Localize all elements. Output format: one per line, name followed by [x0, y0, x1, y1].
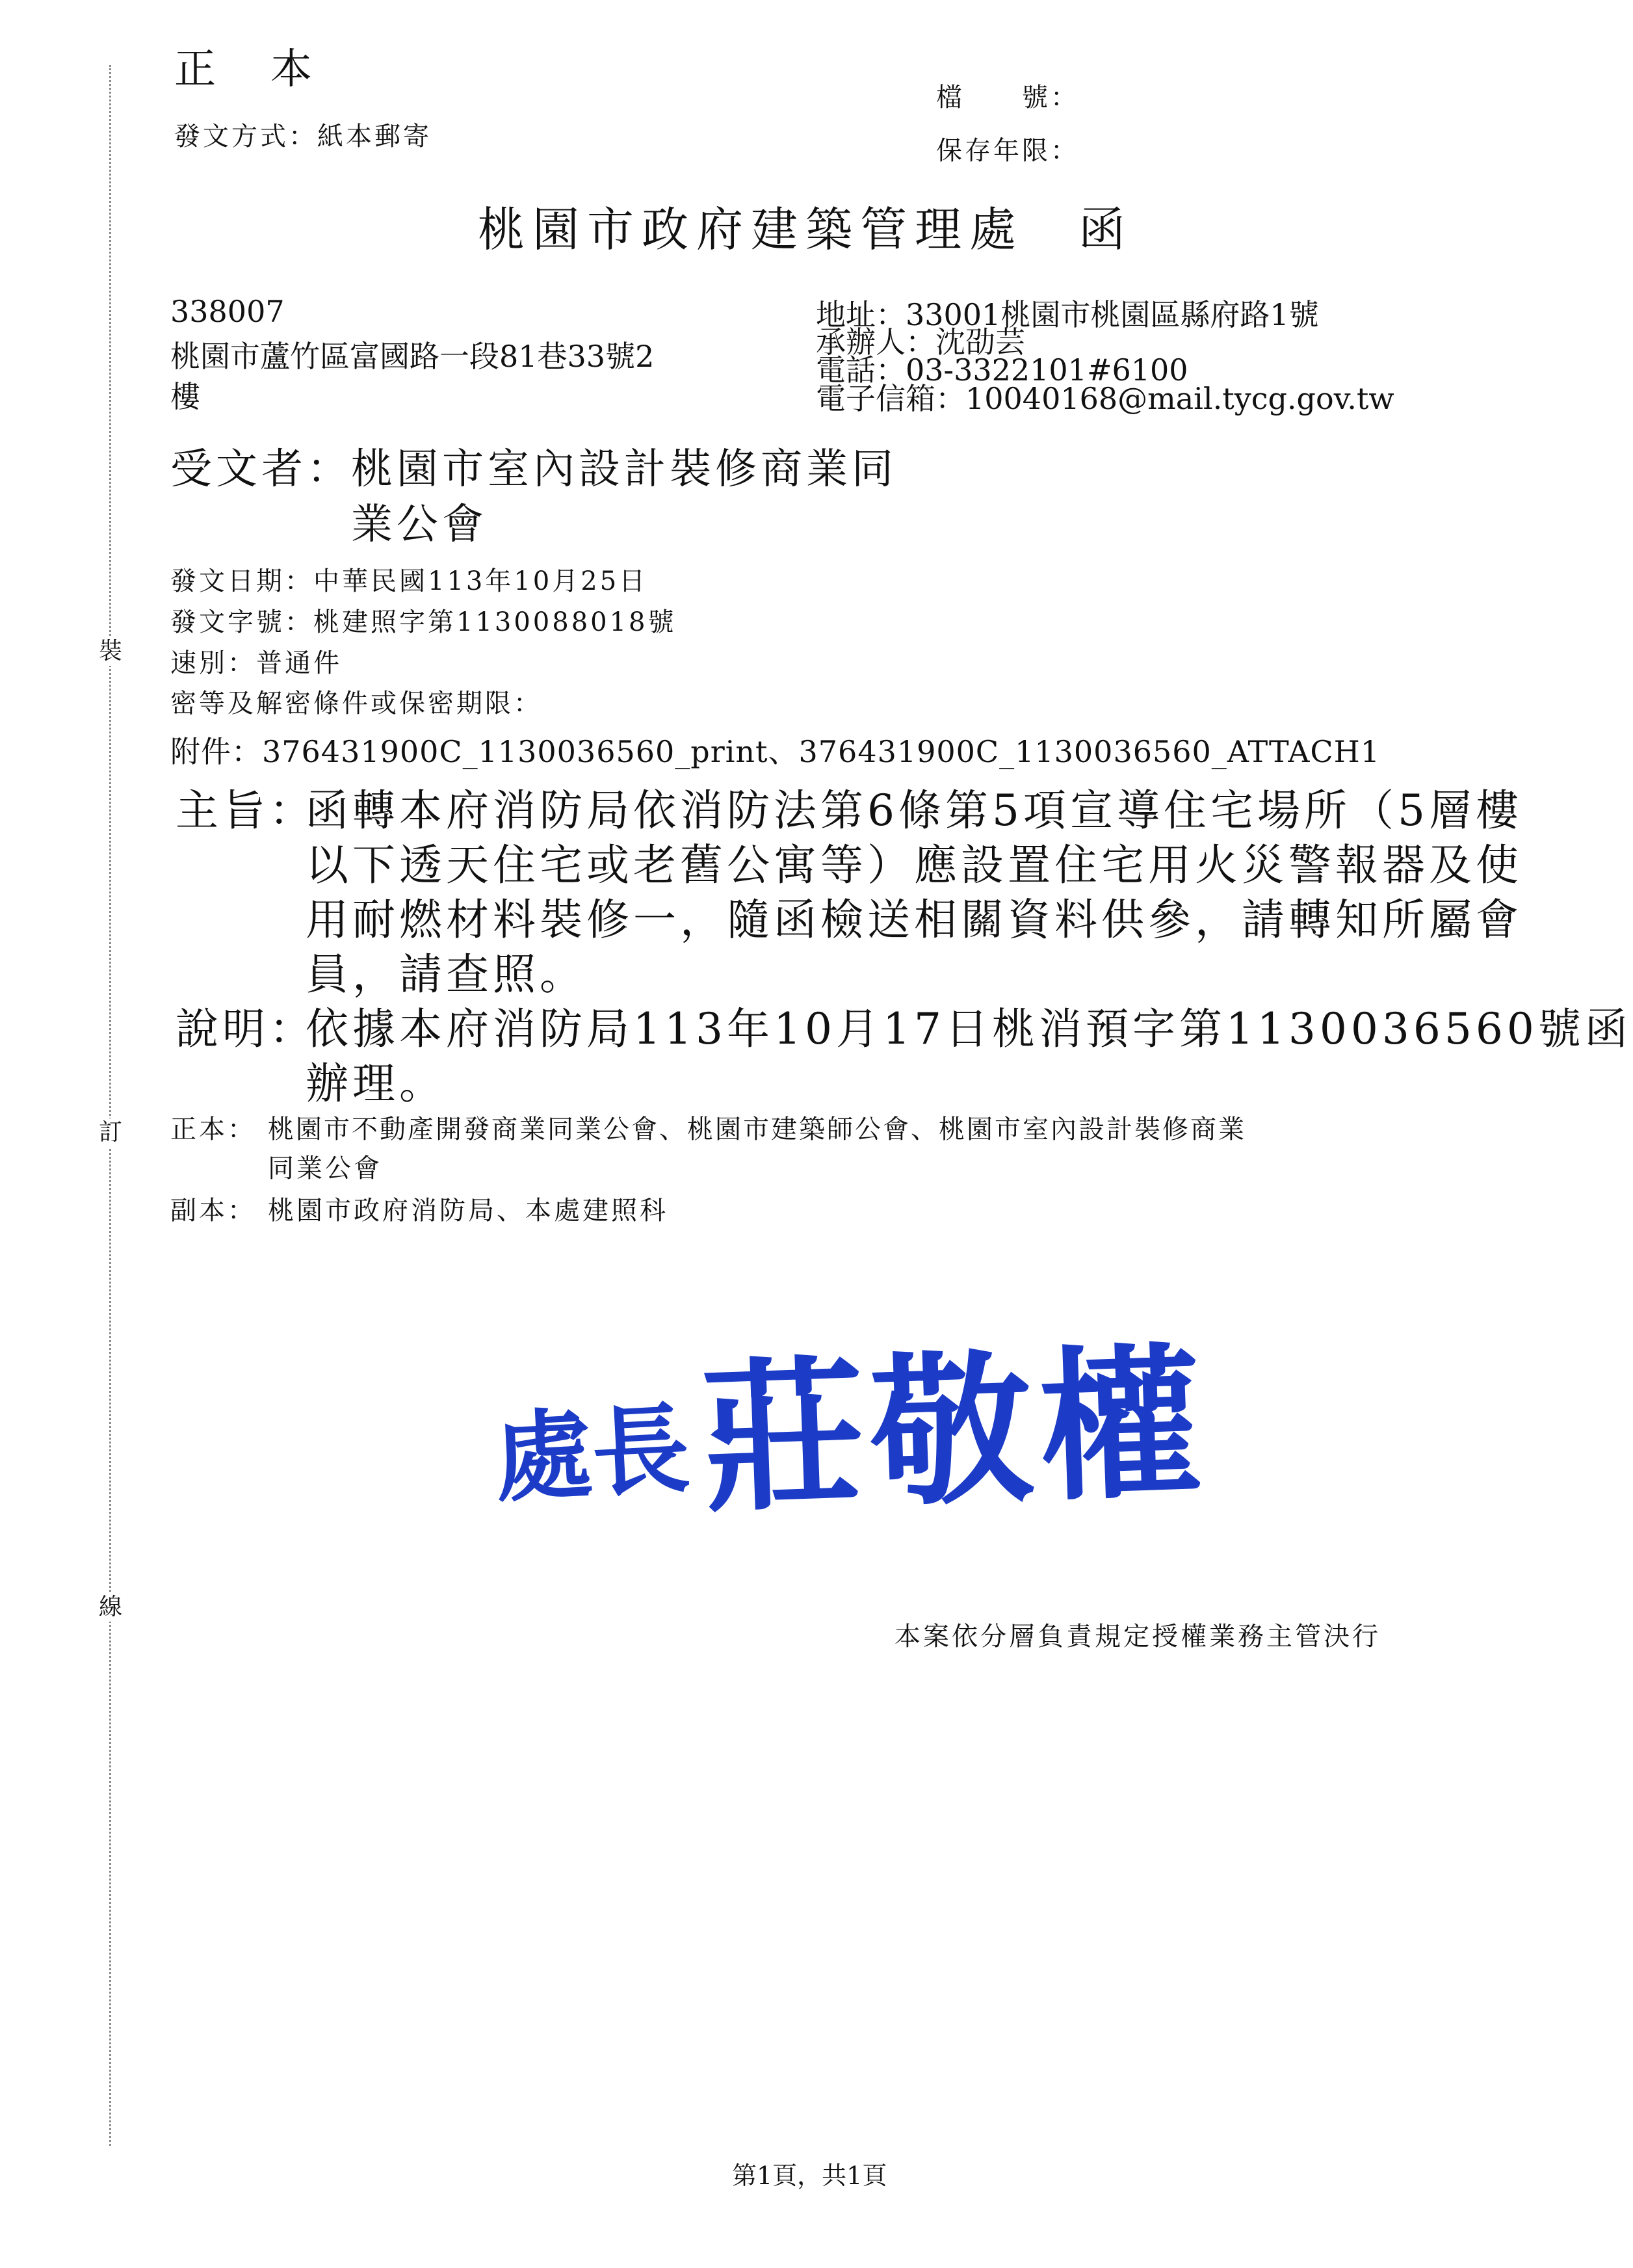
- explanation-label: 說明：: [176, 1004, 316, 1054]
- document-number: 發文字號：桃建照字第1130088018號: [170, 607, 677, 637]
- urgency: 速別：普通件: [170, 648, 342, 678]
- binding-mark-ding: 訂: [98, 1119, 122, 1146]
- page-number: 第1頁，共1頁: [732, 2161, 887, 2190]
- copy-type-label: 正 本: [174, 46, 319, 94]
- subject-line: 以下透天住宅或老舊公寓等）應設置住宅用火災警報器及使: [306, 840, 1522, 890]
- sender-email: 電子信箱：10040168@mail.tycg.gov.tw: [816, 381, 1394, 416]
- sender-handler: 承辦人：沈劭芸: [816, 324, 1025, 360]
- secrecy-level: 密等及解密條件或保密期限：: [170, 689, 542, 719]
- original-recipients-line1: 桃園市不動產開發商業同業公會、桃園市建築師公會、桃園市室內設計裝修商業: [268, 1114, 1246, 1144]
- copy-recipients-label: 副本：: [170, 1196, 256, 1226]
- sender-phone: 電話：03-3322101#6100: [816, 352, 1188, 388]
- subject-label: 主旨：: [176, 785, 316, 836]
- explanation-line: 依據本府消防局113年10月17日桃消預字第1130036560號函: [306, 1004, 1632, 1054]
- copy-recipients-line: 桃園市政府消防局、本處建照科: [268, 1196, 668, 1226]
- document-title: 桃園市政府建築管理處 函: [478, 202, 1134, 257]
- director-signature-stamp: [491, 1300, 1209, 1535]
- recipient-postcode: 338007: [170, 294, 285, 329]
- addressee-line1: 桃園市室內設計裝修商業同: [351, 445, 897, 494]
- issue-date: 發文日期：中華民國113年10月25日: [170, 566, 648, 596]
- file-number-label: 檔 號：: [936, 83, 1079, 112]
- recipient-address-line1: 桃園市蘆竹區富國路一段81巷33號2: [170, 339, 655, 374]
- binding-dotted-line: [109, 65, 111, 2146]
- addressee-label: 受文者：: [170, 445, 352, 494]
- original-recipients-label: 正本：: [170, 1114, 256, 1144]
- delivery-method: 發文方式：紙本郵寄: [174, 122, 432, 152]
- stamp-name: 莊敬權: [699, 1328, 1209, 1535]
- subject-line: 用耐燃材料裝修一，隨函檢送相關資料供參，請轉知所屬會: [306, 895, 1522, 945]
- binding-mark-xian: 線: [98, 1594, 122, 1620]
- addressee-line2: 業公會: [351, 501, 488, 549]
- explanation-line: 辦理。: [306, 1059, 446, 1109]
- subject-line: 員，請查照。: [306, 949, 586, 999]
- subject-line: 函轉本府消防局依消防法第6條第5項宣導住宅場所（5層樓: [306, 785, 1522, 836]
- sender-address: 地址：33001桃園市桃園區縣府路1號: [816, 297, 1319, 332]
- authorization-note: 本案依分層負責規定授權業務主管決行: [895, 1622, 1381, 1652]
- recipient-address-line2: 樓: [170, 379, 200, 414]
- attachments: 附件：376431900C_1130036560_print、376431900C_1130036560_ATTACH1: [170, 734, 1380, 769]
- original-recipients-line2: 同業公會: [268, 1154, 382, 1183]
- binding-mark-zhuang: 裝: [98, 638, 122, 665]
- stamp-title: 處長: [491, 1393, 693, 1516]
- retention-period-label: 保存年限：: [936, 136, 1079, 166]
